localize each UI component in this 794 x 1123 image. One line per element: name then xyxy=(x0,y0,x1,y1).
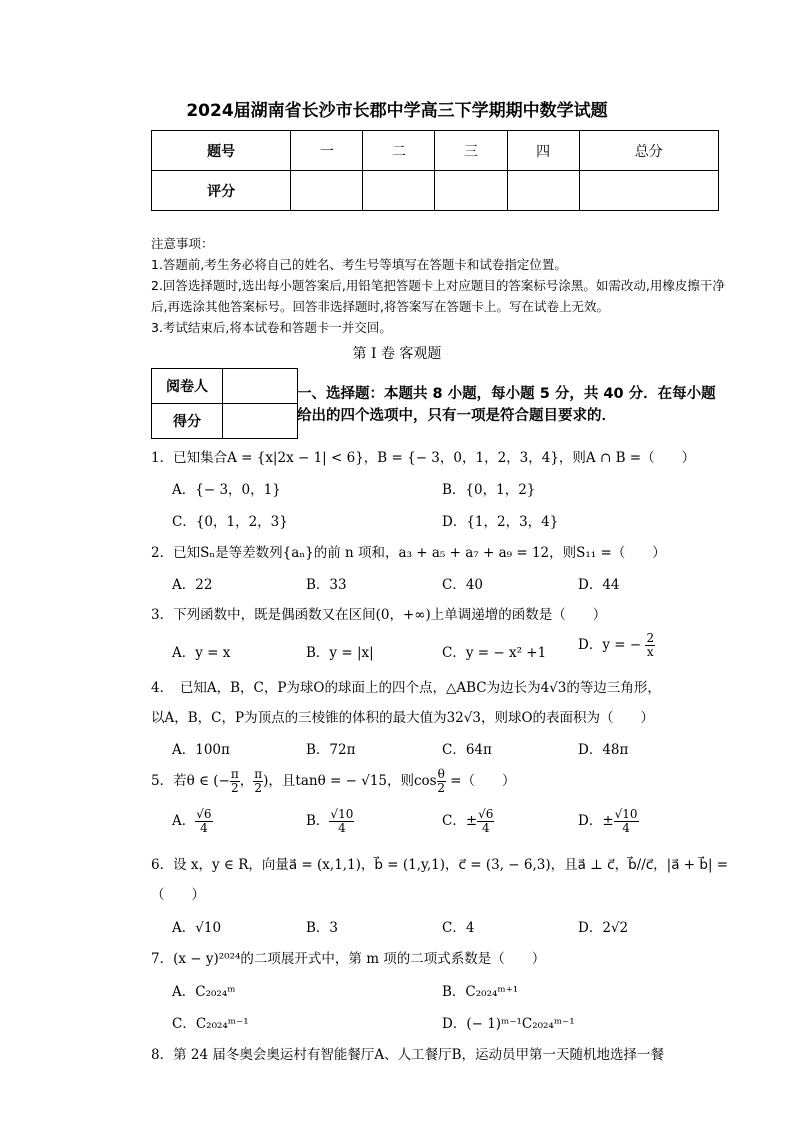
q5-option-b-den: 4 xyxy=(338,821,346,835)
q3-option-d-numerator: 2 xyxy=(646,631,655,645)
q2-option-a: A．22 xyxy=(172,577,213,593)
q1-option-d: D．{1，2，3，4} xyxy=(442,514,559,530)
q5-option-c-num: √6 xyxy=(478,807,494,821)
q2-option-c: C．40 xyxy=(442,577,484,593)
q5-theta-fraction xyxy=(437,768,446,795)
score-cell-3[interactable] xyxy=(435,171,507,211)
q5-theta-num: θ xyxy=(437,767,445,781)
q5-pi-den-2: 2 xyxy=(254,781,263,795)
q1-stem: 1．已知集合A = {x|2x − 1| < 6}，B = {− 3，0，1，2，3，4}，则A ∩ B =（ ） xyxy=(151,450,696,466)
q4-option-c: C．64π xyxy=(442,742,492,758)
score-cell-1[interactable] xyxy=(291,171,363,211)
score-cell-total[interactable] xyxy=(579,171,718,211)
q2-option-b: B．33 xyxy=(306,577,347,593)
grader-box xyxy=(151,368,298,439)
score-header-total: 总分 xyxy=(579,131,718,171)
section-title: 第 I 卷 客观题 xyxy=(352,346,442,362)
q1-option-c: C．{0，1，2，3} xyxy=(172,514,288,530)
q5-option-b-fraction xyxy=(329,808,354,835)
q6-stem-line2: （ ） xyxy=(151,887,205,903)
q7-option-b: B．C₂₀₂₄ᵐ⁺¹ xyxy=(442,984,519,1000)
notes-item-1: 1.答题前,考生务必将自己的姓名、考生号等填写在答题卡和试卷指定位置。 xyxy=(151,257,567,272)
q5-option-a-fraction xyxy=(195,808,212,835)
page-title: 2024届湖南省长沙市长郡中学高三下学期期中数学试题 xyxy=(186,101,608,121)
score-table-score-row xyxy=(152,171,719,211)
q3-stem: 3．下列函数中，既是偶函数又在区间(0，+∞)上单调递增的函数是（ ） xyxy=(151,607,607,623)
score-header-4: 四 xyxy=(507,131,579,171)
q5-option-d-num: √10 xyxy=(614,807,638,821)
q5-option-a-den: 4 xyxy=(200,821,208,835)
q6-option-c: C．4 xyxy=(442,920,475,936)
score-header-2: 二 xyxy=(363,131,435,171)
q4-option-d: D．48π xyxy=(578,742,629,758)
q3-option-d xyxy=(578,632,655,659)
q2-stem: 2．已知Sₙ是等差数列{aₙ}的前 n 项和，a₃ + a₅ + a₇ + a₉ = 12，则S₁₁ =（ ） xyxy=(151,545,666,561)
grader-reader-cell[interactable] xyxy=(223,369,298,404)
q5-stem-part-d: =（ ） xyxy=(445,773,516,789)
q6-stem-line1: 6．设 x，y ∈ R，向量a⃗ = (x,1,1)，b⃗ = (1,y,1)，c⃗ = (3, − 6,3)，且a⃗ ⊥ c⃗，b⃗//c⃗，|a⃗ + b⃗| = xyxy=(151,857,729,873)
q5-option-b-num: √10 xyxy=(330,807,354,821)
q5-option-a-prefix: A． xyxy=(172,813,196,829)
score-cell-4[interactable] xyxy=(507,171,579,211)
q7-option-c: C．C₂₀₂₄ᵐ⁻¹ xyxy=(172,1016,249,1032)
score-header-1: 一 xyxy=(291,131,363,171)
score-table-header-row xyxy=(152,131,719,171)
q6-option-d: D．2√2 xyxy=(578,920,629,936)
q3-option-d-denominator: x xyxy=(646,645,654,659)
q5-option-c-den: 4 xyxy=(481,821,490,835)
grader-score-cell[interactable] xyxy=(223,404,298,439)
q5-option-a-num: √6 xyxy=(196,807,212,821)
q5-option-d xyxy=(578,808,639,835)
q2-option-d: D．44 xyxy=(578,577,620,593)
q3-option-b: B．y = |x| xyxy=(306,645,374,661)
q7-option-d: D．(− 1)ᵐ⁻¹C₂₀₂₄ᵐ⁻¹ xyxy=(442,1016,575,1032)
q5-pi-den-1: 2 xyxy=(231,781,239,795)
grader-reader-label: 阅卷人 xyxy=(152,369,223,404)
q3-option-d-prefix: D．y = − xyxy=(578,637,642,653)
q5-stem xyxy=(151,768,731,795)
q3-option-a: A．y = x xyxy=(172,645,231,661)
notes-item-2: 2.回答选择题时,选出每小题答案后,用铅笔把答题卡上对应题目的答案标号涂黑。如需改动,用橡皮擦干净后,再选涂其他答案标号。回答非选择题时,将答案写在答题卡上。写在试卷上无效。 xyxy=(151,278,725,314)
part1-instructions: 一、选择题：本题共 8 小题，每小题 5 分，共 40 分．在每小题给出的四个选项中，只有一项是符合题目要求的． xyxy=(297,386,716,424)
notes-item-3: 3.考试结束后,将本试卷和答题卡一并交回。 xyxy=(151,320,392,335)
q5-pi-fraction-2 xyxy=(253,768,263,795)
q5-theta-den: 2 xyxy=(437,781,446,795)
q4-option-b: B．72π xyxy=(306,742,356,758)
q8-stem: 8．第 24 届冬奥会奥运村有智能餐厅A、人工餐厅B，运动员甲第一天随机地选择一餐 xyxy=(151,1047,665,1063)
q5-option-a xyxy=(172,808,213,835)
q6-option-b: B．3 xyxy=(306,920,339,936)
score-header-label: 题号 xyxy=(152,131,291,171)
q5-option-d-prefix: D．± xyxy=(578,813,614,829)
notes-heading: 注意事项： xyxy=(151,236,214,251)
q7-stem: 7．(x − y)²⁰²⁴的二项展开式中，第 m 项的二项式系数是（ ） xyxy=(151,951,546,967)
q5-pi-fraction-1 xyxy=(230,768,240,795)
score-cell-2[interactable] xyxy=(363,171,435,211)
q4-option-a: A．100π xyxy=(172,742,230,758)
score-row-label: 评分 xyxy=(152,171,291,211)
score-table xyxy=(151,130,719,211)
q5-option-c-prefix: C．± xyxy=(442,813,478,829)
q5-stem-part-c: )，且tanθ = − √15，则cos xyxy=(263,773,437,789)
q4-stem-line2: 以A，B，C，P为顶点的三棱锥的体积的最大值为32√3，则球O的表面积为（ ） xyxy=(151,710,655,726)
q1-option-b: B．{0，1，2} xyxy=(442,482,536,498)
q5-option-c xyxy=(442,808,494,835)
q3-option-d-fraction xyxy=(645,632,655,659)
q4-stem-line1: 4． 已知A，B，C，P为球O的球面上的四个点，△ABC为边长为4√3的等边三角形， xyxy=(151,680,661,696)
score-header-3: 三 xyxy=(435,131,507,171)
q1-option-a: A．{− 3，0，1} xyxy=(172,482,281,498)
q7-option-a: A．C₂₀₂₄ᵐ xyxy=(172,984,236,1000)
grader-score-label: 得分 xyxy=(152,404,223,439)
q5-stem-part-b: ， xyxy=(239,773,254,789)
exam-notes xyxy=(151,233,731,338)
q5-pi-num-2: π xyxy=(254,767,263,781)
q5-option-d-den: 4 xyxy=(622,821,630,835)
q5-stem-part-a: 5．若θ ∈ (− xyxy=(151,773,230,789)
q5-option-b-prefix: B． xyxy=(306,813,330,829)
q5-pi-num-1: π xyxy=(230,767,239,781)
q5-option-b xyxy=(306,808,354,835)
q5-option-d-fraction xyxy=(614,808,639,835)
q3-option-c: C．y = − x² +1 xyxy=(442,645,547,661)
q6-option-a: A．√10 xyxy=(172,920,222,936)
q5-option-c-fraction xyxy=(477,808,494,835)
